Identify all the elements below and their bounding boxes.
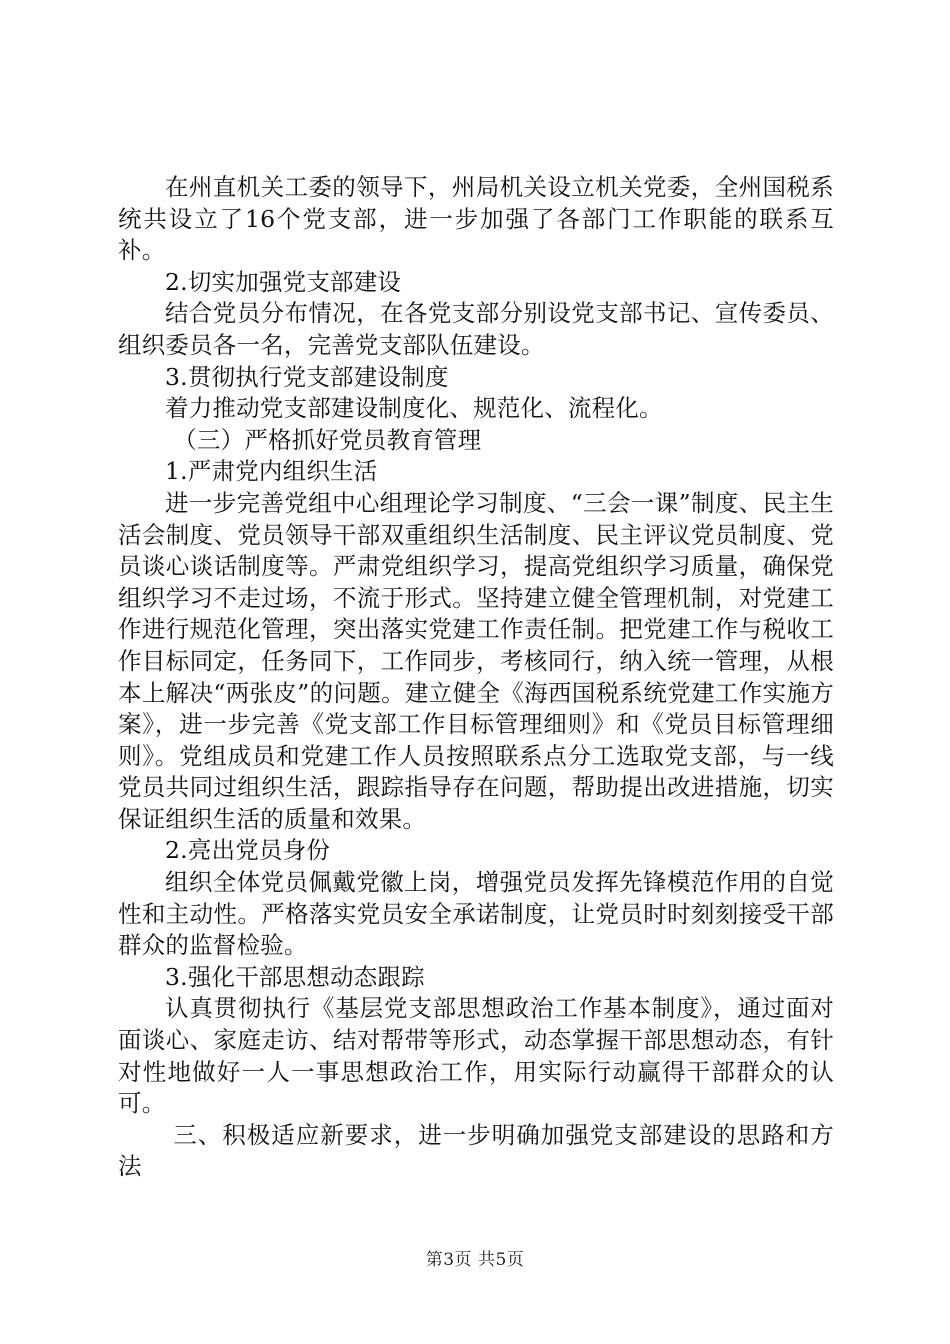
body-paragraph: 在州直机关工委的领导下，州局机关设立机关党委，全州国税系统共设立了16个党支部，进一步加强了各部门工作职能的联系互补。 bbox=[118, 173, 834, 265]
page-number-label: 第3页 共5页 bbox=[425, 1250, 525, 1270]
body-paragraph: 组织全体党员佩戴党徽上岗，增强党员发挥先锋模范作用的自觉性和主动性。严格落实党员安全承诺制度，让党员时时刻刻接受干部群众的监督检验。 bbox=[118, 868, 834, 960]
subheading: 1.严肃党内组织生活 bbox=[165, 457, 378, 486]
subheading: 3.贯彻执行党支部建设制度 bbox=[165, 362, 449, 391]
body-paragraph: 认真贯彻执行《基层党支部思想政治工作基本制度》，通过面对面谈心、家庭走访、结对帮带等形式，动态掌握干部思想动态，有针对性地做好一人一事思想政治工作，用实际行动赢得干部群众的认可。 bbox=[118, 994, 834, 1118]
body-paragraph: 着力推动党支部建设制度化、规范化、流程化。 bbox=[165, 394, 663, 423]
subheading: 2.切实加强党支部建设 bbox=[165, 267, 402, 296]
page-footer bbox=[0, 1245, 950, 1270]
subheading: 2.亮出党员身份 bbox=[165, 836, 331, 865]
body-paragraph: 进一步完善党组中心组理论学习制度、“三会一课”制度、民主生活会制度、党员领导干部双重组织生活制度、民主评议党员制度、党员谈心谈话制度等。严肃党组织学习，提高党组织学习质量，确保党组织学习不走过场，不流于形式。坚持建立健全管理机制，对党建工作进行规范化管理，突出落实党建工作责任制。把党建工作与税收工作目标同定，任务同下，工作同步，考核同行，纳入统一管理，从根本上解决“两张皮”的问题。建立健全《海西国税系统党建工作实施方案》，进一步完善《党支部工作目标管理细则》和《党员目标管理细则》。党组成员和党建工作人员按照联系点分工选取党支部，与一线党员共同过组织生活，跟踪指导存在问题，帮助提出改进措施，切实保证组织生活的质量和效果。 bbox=[118, 488, 834, 833]
body-paragraph: 结合党员分布情况，在各党支部分别设党支部书记、宣传委员、组织委员各一名，完善党支部队伍建设。 bbox=[118, 299, 834, 359]
section-heading: 三、积极适应新要求，进一步明确加强党支部建设的思路和方法 bbox=[118, 1120, 834, 1181]
section-heading: （三）严格抓好党员教育管理 bbox=[173, 425, 482, 454]
subheading: 3.强化干部思想动态跟踪 bbox=[165, 962, 425, 991]
document-body bbox=[118, 172, 834, 1183]
